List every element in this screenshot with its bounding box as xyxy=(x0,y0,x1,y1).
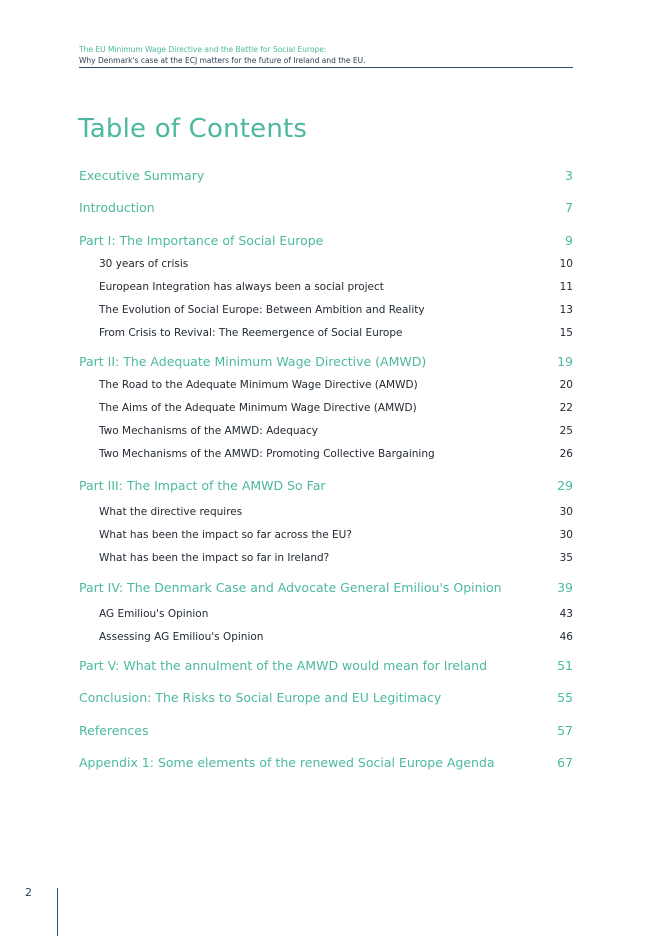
toc-entry-label: Part I: The Importance of Social Europe xyxy=(79,233,324,248)
toc-entry-label: Conclusion: The Risks to Social Europe and EU Legitimacy xyxy=(79,690,442,705)
toc-subentry-european-integration[interactable] xyxy=(79,279,573,297)
toc-entry-page: 11 xyxy=(559,281,573,293)
toc-entry-page: 30 xyxy=(559,506,573,518)
toc-entry-page: 35 xyxy=(559,552,573,564)
toc-entry-label: Part IV: The Denmark Case and Advocate General Emiliou's Opinion xyxy=(79,580,502,595)
toc-entry-page: 51 xyxy=(557,658,573,673)
toc-entry-label: Part V: What the annulment of the AMWD would mean for Ireland xyxy=(79,658,488,673)
toc-entry-page: 39 xyxy=(557,580,573,595)
toc-entry-introduction[interactable] xyxy=(79,199,573,217)
toc-subentry-aims-of-amwd[interactable] xyxy=(79,400,573,418)
toc-subentry-impact-in-ireland[interactable] xyxy=(79,550,573,568)
running-header xyxy=(79,44,573,68)
toc-entry-page: 67 xyxy=(557,755,573,770)
toc-entry-page: 25 xyxy=(559,425,573,437)
toc-entry-appendix-1[interactable] xyxy=(79,754,573,772)
toc-subentry-crisis-to-revival[interactable] xyxy=(79,325,573,343)
toc-subentry-mechanisms-collective-bargaining[interactable] xyxy=(79,446,573,464)
toc-entry-label: What the directive requires xyxy=(99,506,243,518)
toc-subentry-road-to-amwd[interactable] xyxy=(79,377,573,395)
toc-entry-label: What has been the impact so far in Ireland? xyxy=(99,552,330,564)
toc-entry-label: Two Mechanisms of the AMWD: Promoting Collective Bargaining xyxy=(99,448,435,460)
footer-divider xyxy=(57,888,58,936)
running-header-subtitle: Why Denmark's case at the ECJ matters for the future of Ireland and the EU. xyxy=(79,56,366,65)
toc-entry-part-3[interactable] xyxy=(79,477,573,495)
toc-entry-label: Part II: The Adequate Minimum Wage Directive (AMWD) xyxy=(79,354,427,369)
toc-subentry-ag-opinion[interactable] xyxy=(79,606,573,624)
toc-entry-label: European Integration has always been a social project xyxy=(99,281,384,293)
toc-entry-page: 13 xyxy=(559,304,573,316)
toc-entry-page: 43 xyxy=(559,608,573,620)
toc-entry-part-5[interactable] xyxy=(79,657,573,675)
toc-subentry-what-directive-requires[interactable] xyxy=(79,504,573,522)
toc-entry-label: From Crisis to Revival: The Reemergence of Social Europe xyxy=(99,327,403,339)
running-header-title: The EU Minimum Wage Directive and the Battle for Social Europe: xyxy=(79,45,327,54)
toc-entry-label: Part III: The Impact of the AMWD So Far xyxy=(79,478,326,493)
toc-entry-label: The Evolution of Social Europe: Between Ambition and Reality xyxy=(99,304,425,316)
toc-entry-page: 15 xyxy=(559,327,573,339)
toc-entry-label: 30 years of crisis xyxy=(99,258,189,270)
toc-entry-label: Appendix 1: Some elements of the renewed Social Europe Agenda xyxy=(79,755,495,770)
toc-entry-part-1[interactable] xyxy=(79,232,573,250)
toc-entry-page: 22 xyxy=(559,402,573,414)
toc-entry-part-2[interactable] xyxy=(79,353,573,371)
toc-subentry-evolution-of-social-europe[interactable] xyxy=(79,302,573,320)
toc-entry-page: 10 xyxy=(559,258,573,270)
toc-entry-executive-summary[interactable] xyxy=(79,167,573,185)
toc-subentry-assessing-ag-opinion[interactable] xyxy=(79,629,573,647)
toc-entry-label: Executive Summary xyxy=(79,168,205,183)
toc-subentry-impact-across-eu[interactable] xyxy=(79,527,573,545)
toc-entry-label: What has been the impact so far across the EU? xyxy=(99,529,352,541)
toc-entry-label: Two Mechanisms of the AMWD: Adequacy xyxy=(99,425,318,437)
toc-entry-page: 19 xyxy=(557,354,573,369)
toc-entry-page: 57 xyxy=(557,723,573,738)
toc-entry-page: 9 xyxy=(565,233,573,248)
toc-entry-part-4[interactable] xyxy=(79,579,573,597)
toc-entry-page: 7 xyxy=(565,200,573,215)
toc-entry-page: 46 xyxy=(559,631,573,643)
toc-entry-page: 20 xyxy=(559,379,573,391)
toc-entry-label: Assessing AG Emiliou's Opinion xyxy=(99,631,264,643)
toc-entry-label: The Aims of the Adequate Minimum Wage Directive (AMWD) xyxy=(99,402,417,414)
toc-entry-references[interactable] xyxy=(79,722,573,740)
toc-entry-label: The Road to the Adequate Minimum Wage Directive (AMWD) xyxy=(99,379,418,391)
toc-entry-label: AG Emiliou's Opinion xyxy=(99,608,209,620)
toc-subentry-30-years-of-crisis[interactable] xyxy=(79,256,573,274)
toc-entry-conclusion[interactable] xyxy=(79,689,573,707)
toc-entry-label: References xyxy=(79,723,149,738)
toc-entry-page: 29 xyxy=(557,478,573,493)
toc-entry-page: 26 xyxy=(559,448,573,460)
page-title: Table of Contents xyxy=(78,114,308,144)
toc-entry-page: 30 xyxy=(559,529,573,541)
toc-subentry-mechanisms-adequacy[interactable] xyxy=(79,423,573,441)
toc-entry-page: 3 xyxy=(565,168,573,183)
toc-entry-page: 55 xyxy=(557,690,573,705)
toc-entry-label: Introduction xyxy=(79,200,155,215)
page-number: 2 xyxy=(25,886,32,899)
